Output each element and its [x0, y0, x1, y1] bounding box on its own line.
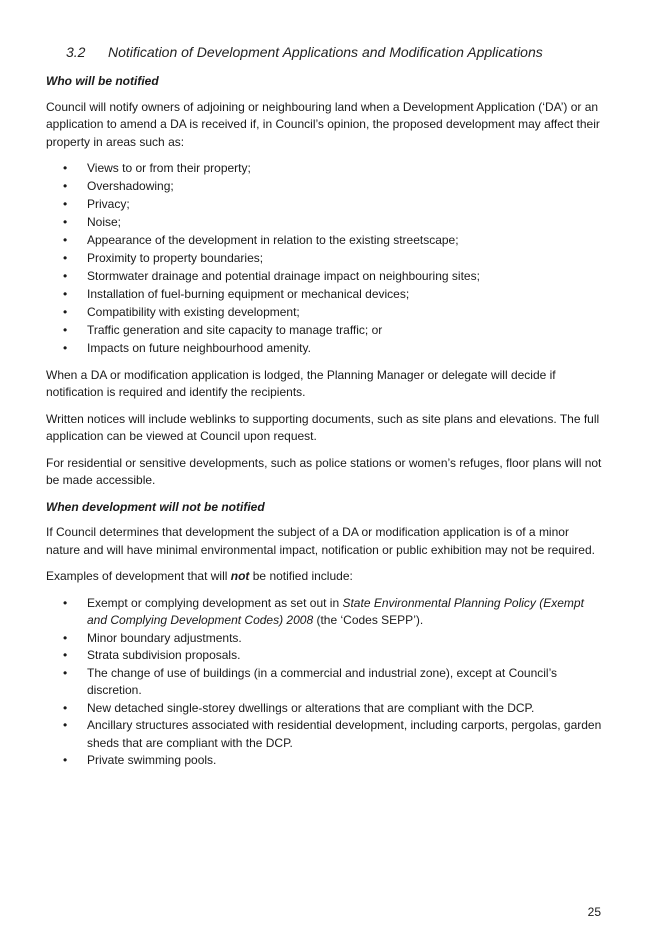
examples-text-end: be notified include:: [249, 569, 353, 583]
list-item: • Ancillary structures associated with residential development, including carports, pergolas, garden sheds that are compliant with the DCP.: [46, 717, 606, 752]
list-item: • Private swimming pools.: [46, 752, 606, 770]
not-notified-list: [46, 595, 606, 770]
written-notices-paragraph: Written notices will include weblinks to supporting documents, such as site plans and elevations. The full application can be viewed at Council upon request.: [46, 411, 600, 443]
list-item: • The change of use of buildings (in a commercial and industrial zone), except at Council’s discretion.: [46, 665, 606, 700]
page-content: [46, 42, 606, 779]
sensitive-developments-paragraph: For residential or sensitive developments, such as police stations or women’s refuges, floor plans will not be made accessible.: [46, 455, 602, 487]
section-heading: [66, 42, 606, 62]
list-item: • Strata subdivision proposals.: [46, 647, 606, 665]
examples-emphasis: not: [230, 569, 250, 583]
lodgement-paragraph: When a DA or modification application is lodged, the Planning Manager or delegate will decide if notification is required and identify the recipients.: [46, 367, 556, 399]
list-item: • Minor boundary adjustments.: [46, 630, 606, 648]
section-number: 3.2: [66, 44, 86, 60]
examples-paragraph: [46, 568, 606, 586]
list-item-text-start: Exempt or complying development as set out in: [87, 595, 343, 610]
list-item: • Installation of fuel-burning equipment or mechanical devices;: [46, 286, 606, 304]
list-item: • Compatibility with existing development;: [46, 304, 606, 322]
codes-sepp-title: State Environmental Planning Policy (Exempt and Complying Development Codes) 2008: [87, 595, 584, 627]
list-item: • Appearance of the development in relation to the existing streetscape;: [46, 232, 606, 250]
list-item: • Privacy;: [46, 196, 606, 214]
list-item: • Overshadowing;: [46, 178, 606, 196]
list-item: • Views to or from their property;: [46, 160, 606, 178]
list-item: • Impacts on future neighbourhood amenity.: [46, 340, 606, 358]
intro-paragraph: Council will notify owners of adjoining or neighbouring land when a Development Application (‘DA’) or an application to amend a DA is received if, in Council’s opinion, the proposed development may affect their property in areas such as:: [46, 99, 600, 149]
list-item: • Stormwater drainage and potential drainage impact on neighbouring sites;: [46, 268, 606, 286]
list-item: • New detached single-storey dwellings or alterations that are compliant with the DCP.: [46, 700, 606, 718]
list-item: • Traffic generation and site capacity to manage traffic; or: [46, 322, 606, 340]
affected-areas-list: [46, 160, 606, 358]
list-item: • Proximity to property boundaries;: [46, 250, 606, 268]
examples-text-start: Examples of development that will: [46, 569, 231, 583]
page-number: 25: [587, 905, 601, 919]
subheading-not-notified: When development will not be notified: [46, 499, 265, 514]
section-title: Notification of Development Applications and Modification Applications: [108, 44, 543, 60]
list-item: • Noise;: [46, 214, 606, 232]
subheading-who-notified: Who will be notified: [46, 74, 159, 88]
list-item: [46, 595, 606, 630]
minor-nature-paragraph: If Council determines that development the subject of a DA or modification application is of a minor nature and will have minimal environmental impact, notification or public exhibition may not be required.: [46, 525, 595, 557]
list-item-text-end: (the ‘Codes SEPP’).: [313, 613, 424, 627]
